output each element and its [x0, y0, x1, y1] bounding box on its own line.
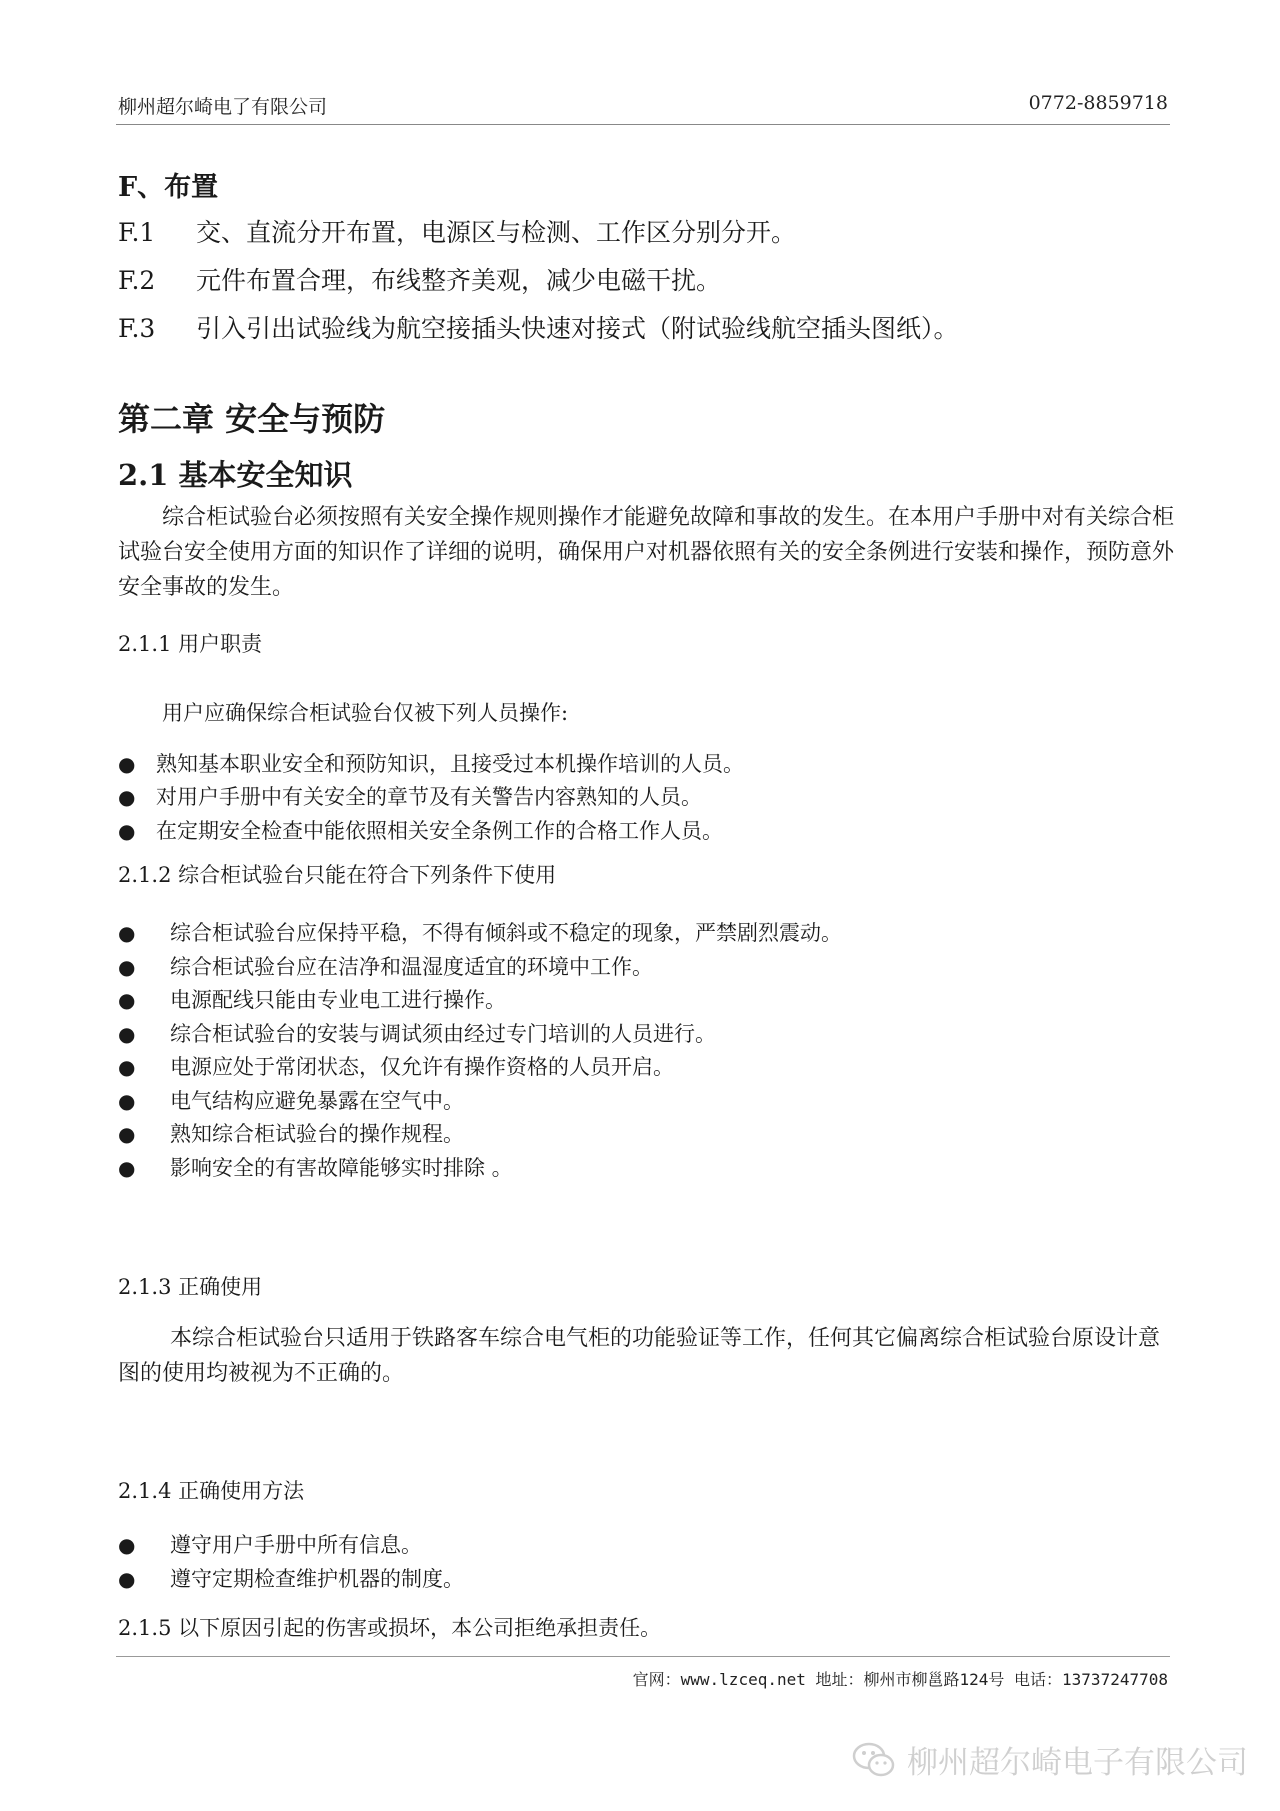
item-text: 交、直流分开布置，电源区与检测、工作区分别分开。 [196, 218, 797, 247]
footer-contact: 官网：www.lzceq.net 地址：柳州市柳邕路124号 电话：13737247708 [632, 1670, 1168, 1689]
list-item: ● 影响安全的有害故障能够实时排除 。 [118, 1156, 513, 1180]
section-2-1-3-title: 2.1.3 正确使用 [118, 1275, 263, 1299]
section-f-item [118, 309, 959, 345]
bullet-icon: ● [118, 1122, 136, 1146]
list-item: ● 综合柜试验台应在洁净和温湿度适宜的环境中工作。 [118, 955, 653, 979]
list-item: ● 遵守定期检查维护机器的制度。 [118, 1567, 464, 1591]
list-item: ● 电气结构应避免暴露在空气中。 [118, 1089, 464, 1113]
list-item: ● 电源应处于常闭状态，仅允许有操作资格的人员开启。 [118, 1055, 674, 1079]
section-2-1-2-title: 2.1.2 综合柜试验台只能在符合下列条件下使用 [118, 863, 557, 887]
section-2-1-1-title: 2.1.1 用户职责 [118, 632, 263, 656]
bullet-icon: ● [118, 1022, 136, 1046]
bullet-icon: ● [118, 1055, 136, 1079]
footer-divider [116, 1656, 1170, 1657]
bullet-icon: ● [118, 988, 136, 1012]
section-2-1-1-intro: 用户应确保综合柜试验台仅被下列人员操作: [162, 701, 569, 725]
list-item: ● 电源配线只能由专业电工进行操作。 [118, 988, 506, 1012]
bullet-icon: ● [118, 955, 136, 979]
item-text: 引入引出试验线为航空接插头快速对接式（附试验线航空插头图纸）。 [196, 314, 959, 343]
list-item: ● 综合柜试验台的安装与调试须由经过专门培训的人员进行。 [118, 1022, 716, 1046]
bullet-icon: ● [118, 1533, 136, 1557]
item-number: F.1 [118, 218, 156, 247]
watermark [851, 1737, 1248, 1782]
list-item: ● 遵守用户手册中所有信息。 [118, 1533, 422, 1557]
section-2-1-3-paragraph: 本综合柜试验台只适用于铁路客车综合电气柜的功能验证等工作，任何其它偏离综合柜试验台原设计意图的使用均被视为不正确的。 [118, 1326, 1161, 1386]
bullet-icon: ● [118, 752, 136, 776]
list-item: ● 对用户手册中有关安全的章节及有关警告内容熟知的人员。 [118, 785, 702, 809]
header-phone: 0772-8859718 [1028, 92, 1168, 114]
section-2-1-4-title: 2.1.4 正确使用方法 [118, 1479, 305, 1503]
header-divider [116, 124, 1170, 125]
bullet-icon: ● [118, 1156, 136, 1180]
section-2-1-title: 2.1 基本安全知识 [118, 458, 353, 492]
bullet-icon: ● [118, 1567, 136, 1591]
item-number: F.2 [118, 266, 156, 295]
bullet-icon: ● [118, 819, 136, 843]
bullet-icon: ● [118, 785, 136, 809]
header-company: 柳州超尔崎电了有限公司 [118, 96, 328, 118]
list-item: ● 综合柜试验台应保持平稳，不得有倾斜或不稳定的现象，严禁剧烈震动。 [118, 921, 842, 945]
section-2-1-paragraph: 综合柜试验台必须按照有关安全操作规则操作才能避免故障和事故的发生。在本用户手册中对有关综合柜试验台安全使用方面的知识作了详细的说明，确保用户对机器依照有关的安全条例进行安装和操作，预防意外安全事故的发生。 [118, 505, 1175, 600]
item-number: F.3 [118, 314, 156, 343]
section-2-1-5-title: 2.1.5 以下原因引起的伤害或损坏，本公司拒绝承担责任。 [118, 1616, 662, 1640]
bullet-icon: ● [118, 921, 136, 945]
item-text: 元件布置合理，布线整齐美观，减少电磁干扰。 [196, 266, 722, 295]
watermark-text: 柳州超尔崎电子有限公司 [907, 1745, 1248, 1781]
wechat-icon [851, 1740, 897, 1780]
section-f-title: F、布置 [118, 172, 219, 203]
list-item: ● 在定期安全检查中能依照相关安全条例工作的合格工作人员。 [118, 819, 723, 843]
list-item: ● 熟知基本职业安全和预防知识，且接受过本机操作培训的人员。 [118, 752, 744, 776]
bullet-icon: ● [118, 1089, 136, 1113]
chapter-title: 第二章 安全与预防 [118, 400, 386, 438]
section-f-item [118, 261, 721, 297]
list-item: ● 熟知综合柜试验台的操作规程。 [118, 1122, 464, 1146]
section-f-item [118, 213, 796, 249]
